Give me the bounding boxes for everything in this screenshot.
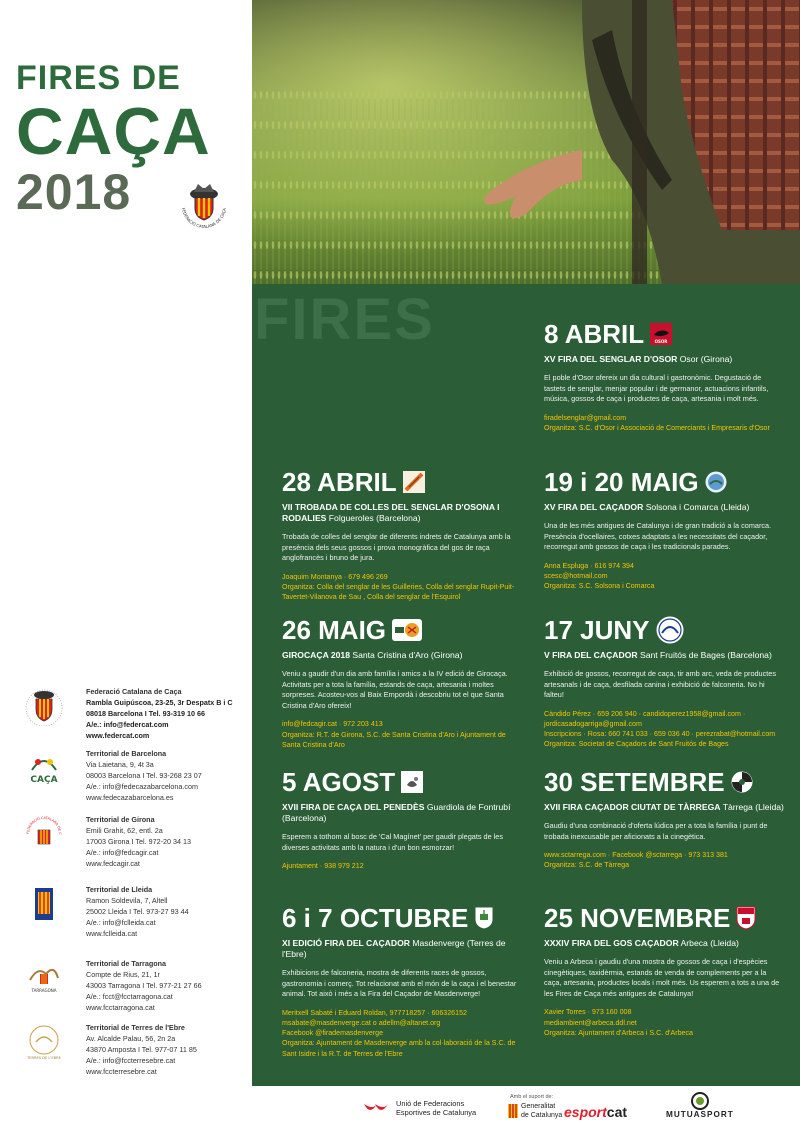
- event-contact[interactable]: Càndido Pérez · 659 206 940 · candidoperez1958@gmail.com · jordicasadogarriga@gmail.com: [544, 709, 746, 728]
- generalitat-line-1: Generalitat: [521, 1103, 556, 1110]
- contact-email[interactable]: A/e.: fcct@fcctarragona.cat: [86, 992, 173, 1001]
- contact-web[interactable]: www.fccterresebre.cat: [86, 1067, 157, 1076]
- event-organizer: Organitza: S.C. d'Osor i Associació de Comerciants i Empresaris d'Osor: [544, 423, 770, 432]
- event-contact[interactable]: Inscripcions · Rosa: 660 741 033 · 659 036 40 · perezrabat@hotmail.com: [544, 730, 776, 739]
- event-card: [282, 616, 518, 750]
- boar-badge-icon: [403, 471, 425, 493]
- generalitat-line-2: de Catalunya: [521, 1112, 563, 1119]
- event-description: Una de les més antigues de Catalunya i de gran tradició a la comarca. Presència d'ocellaires, cotxes adaptats a les necessitats del caçador, recorregut amb gossos de caça i les tradicionals parades.: [544, 521, 772, 552]
- event-card: [282, 904, 518, 1059]
- events-panel: [252, 284, 800, 1086]
- contact-web[interactable]: www.federcat.com: [86, 731, 150, 740]
- contact-email[interactable]: A/e.: info@federcat.com: [86, 720, 169, 729]
- event-card: [544, 616, 784, 750]
- event-edition: XI EDICIÓ FIRA DEL CAÇADOR: [282, 938, 410, 948]
- title-line-2: CAÇA: [16, 94, 211, 168]
- federacio-crest-icon: [24, 686, 64, 726]
- support-note: Amb el suport de:: [510, 1094, 554, 1100]
- territorial-barcelona-logo-icon: [24, 748, 64, 788]
- svg-text:TARRAGONA: TARRAGONA: [31, 988, 57, 993]
- girocaca-badge-icon: [392, 619, 422, 641]
- svg-text:CAÇA: CAÇA: [30, 775, 58, 785]
- event-contact[interactable]: msabate@masdenverge.cat o adellm@altanet.org: [282, 1018, 441, 1027]
- contact-web[interactable]: www.fclleida.cat: [86, 929, 138, 938]
- event-contact[interactable]: scesc@hotmail.com: [544, 571, 608, 580]
- contact-web[interactable]: www.fedcagir.cat: [86, 859, 140, 868]
- svg-text:FEDERACIÓ CATALANA DE CAÇA: FEDERACIÓ CATALANA DE C: [25, 815, 63, 835]
- event-contact[interactable]: mediambient@arbeca.ddl.net: [544, 1018, 637, 1027]
- event-date: 5 AGOST: [282, 767, 396, 797]
- event-description: Veniu a gaudir d'un dia amb família i amics a la IV edició de Girocaça. Activitats per a tota la família, estands de caça, artesania i moltes sorpreses. Acosteu-vos al Baix Empordà i descobriu tot el que Santa Cristina d'Aro ofereix!: [282, 669, 508, 710]
- contact-city-phone: 25002 Lleida I Tel. 973-27 93 44: [86, 907, 189, 916]
- event-contact[interactable]: Meritxell Sabaté i Eduard Roldan, 977718257 · 606326152: [282, 1008, 467, 1017]
- contact-city-phone: 08003 Barcelona I Tel. 93-268 23 07: [86, 771, 202, 780]
- sponsors-footer: [252, 1086, 800, 1131]
- event-edition: XV FIRA DEL CAÇADOR: [544, 502, 644, 512]
- contact-name: Territorial de Tarragona: [86, 959, 167, 968]
- event-organizer: Organitza: Ajuntament d'Arbeca i S.C. d'Arbeca: [544, 1028, 693, 1037]
- event-contact[interactable]: Ajuntament · 938 979 212: [282, 862, 364, 871]
- event-edition: VII TROBADA DE COLLES DEL SENGLAR D'OSONA I RODALIES: [282, 502, 500, 523]
- event-place: Arbeca (Lleida): [680, 938, 739, 948]
- event-organizer: Organitza: Ajuntament de Masdenverge amb la col·laboració de la S.C. de Sant Isidre i la R.T. de Terres de l'Ebre: [282, 1039, 516, 1058]
- event-date: 19 i 20 MAIG: [544, 467, 699, 497]
- event-card: [282, 768, 518, 871]
- contact-city-phone: 08018 Barcelona I Tel. 93-319 10 66: [86, 709, 205, 718]
- event-organizer: Organitza: R.T. de Girona, S.C. de Santa Cristina d'Aro i Ajuntament de Santa Cristina d'Aro: [282, 730, 506, 749]
- tarrega-badge-icon: [731, 771, 753, 793]
- event-contact[interactable]: Joaquim Montanya · 679 496 269: [282, 572, 388, 581]
- event-edition: XXXIV FIRA DEL GOS CAÇADOR: [544, 938, 679, 948]
- event-organizer: Organitza: S.C. Solsona i Comarca: [544, 582, 655, 591]
- contact-email[interactable]: A/e.: info@fccterresebre.cat: [86, 1056, 176, 1065]
- event-date: 28 ABRIL: [282, 467, 397, 497]
- contact-name: Territorial de Barcelona: [86, 749, 167, 758]
- mutuasport-sponsor: [666, 1092, 734, 1119]
- ufec-line-1: Unió de Federacions: [396, 1099, 465, 1108]
- event-date: 25 NOVEMBRE: [544, 903, 731, 933]
- contact-address: Av. Alcalde Palau, 56, 2n 2a: [86, 1034, 176, 1043]
- contact-name: Territorial de Girona: [86, 815, 155, 824]
- contact-city-phone: 43870 Amposta I Tel. 977-07 11 85: [86, 1045, 197, 1054]
- contact-address: Ramon Soldevila, 7, Altell: [86, 896, 168, 905]
- territorial-girona-logo-icon: [24, 814, 64, 854]
- event-place: Guardiola de Fontrubí (Barcelona): [282, 802, 511, 823]
- contact-email[interactable]: A/e.: info@fclleida.cat: [86, 918, 156, 927]
- ufec-sponsor: [362, 1098, 476, 1118]
- event-edition: XVII FIRA DE CAÇA DEL PENEDÈS: [282, 802, 425, 812]
- contact-email[interactable]: A/e.: info@fedcagir.cat: [86, 848, 159, 857]
- contact-address: Via Laietana, 9, 4t 3a: [86, 760, 154, 769]
- contact-name: Territorial de Terres de l'Ebre: [86, 1023, 185, 1032]
- event-place: Osor (Girona): [679, 354, 733, 364]
- penedes-badge-icon: [401, 771, 423, 793]
- sant-fruitos-badge-icon: [656, 616, 684, 644]
- contact-address: Compte de Rius, 21, 1r: [86, 970, 160, 979]
- svg-text:FEDERACIÓ CATALANA DE CAÇA: FEDERACIÓ CATALANA DE CAÇA: [181, 207, 227, 230]
- event-contact[interactable]: Anna Espluga · 616 974 394: [544, 561, 634, 570]
- contact-web[interactable]: www.fcctarragona.cat: [86, 1003, 155, 1012]
- contact-city-phone: 43003 Tarragona I Tel. 977-21 27 66: [86, 981, 202, 990]
- event-card: [544, 468, 784, 591]
- title-year: 2018: [16, 164, 132, 220]
- territorial-lleida-logo-icon: [24, 884, 64, 924]
- event-description: El poble d'Osor ofereix un dia cultural i gastronòmic. Degustació de tastets de senglar, menjar popular i de germanor, actuacions infantils, música, gossos de caça i productes de caça, artesania i molt més.: [544, 373, 769, 404]
- event-description: Veniu a Arbeca i gaudiu d'una mostra de gossos de caça i d'espècies cinegètiques, taxidèrmia, estands de venda de complements per a la caça, artesania, productes locals i molt més. Us esperem a tots a una de les Fires de Caça més antigues de Catalunya!: [544, 957, 780, 998]
- event-contact[interactable]: info@fedcagir.cat · 972 203 413: [282, 720, 383, 729]
- event-card: [282, 468, 518, 602]
- ufec-logo-icon: [362, 1098, 392, 1118]
- event-contact[interactable]: Facebook @firademasdenverge: [282, 1029, 384, 1038]
- event-contact[interactable]: Xavier Torres · 973 160 008: [544, 1008, 632, 1017]
- event-description: Exhibicions de falconeria, mostra de diferents races de gossos, gastronomia i comerç. Tot relacionat amb el món de la caça i el benestar animal. Tot això i més a la Fira del Caçador de Masdenverge!: [282, 968, 517, 999]
- event-card: [544, 320, 784, 433]
- contact-city-phone: 17003 Girona I Tel. 972-20 34 13: [86, 837, 191, 846]
- hero-photo-wheat-field: [252, 0, 800, 284]
- solsona-badge-icon: [705, 471, 727, 493]
- contact-web[interactable]: www.fedecazabarcelona.es: [86, 793, 174, 802]
- svg-text:TERRES DE L'EBRE: TERRES DE L'EBRE: [27, 1056, 61, 1060]
- esportcat-sponsor: [564, 1104, 627, 1120]
- event-edition: GIROCAÇA 2018: [282, 650, 350, 660]
- event-edition: XVII FIRA CAÇADOR CIUTAT DE TÀRREGA: [544, 802, 721, 812]
- event-date: 26 MAIG: [282, 615, 387, 645]
- event-place: Tàrrega (Lleida): [722, 802, 784, 812]
- fires-watermark: FIRES: [254, 287, 435, 352]
- event-place: Solsona i Comarca (Lleida): [645, 502, 750, 512]
- event-description: Exhibició de gossos, recorregut de caça, tir amb arc, veda de productes artesanals i de caça, desfilada canina i exhibició de falconeria. No hi falteu!: [544, 669, 777, 700]
- title-line-1: FIRES DE: [16, 59, 181, 97]
- event-place: Folgueroles (Barcelona): [328, 513, 421, 523]
- osor-badge-icon: [650, 323, 672, 345]
- arbeca-shield-icon: [736, 906, 756, 930]
- ufec-line-2: Esportives de Catalunya: [396, 1108, 477, 1117]
- contact-name: Territorial de Lleida: [86, 885, 153, 894]
- event-date: 30 SETEMBRE: [544, 767, 725, 797]
- event-date: 17 JUNY: [544, 615, 650, 645]
- event-card: [544, 768, 784, 871]
- event-description: Esperem a tothom al bosc de 'Cal Magínet' per gaudir plegats de les diverses activitats amb la natura i d'un bon esmorzar!: [282, 832, 504, 852]
- event-edition: V FIRA DEL CAÇADOR: [544, 650, 638, 660]
- territorial-tarragona-logo-icon: [24, 958, 64, 998]
- event-description: Trobada de colles del senglar de diferents indrets de Catalunya amb la presència dels seus gossos i prova monogràfica del gos de raça anglofrancès i bruno de jura.: [282, 532, 511, 563]
- territorial-terres-ebre-logo-icon: [24, 1022, 64, 1062]
- mutuasport-logo-icon: [691, 1092, 709, 1110]
- mutuasport-label: MUTUASPORT: [666, 1110, 734, 1119]
- esportcat-logo: esportcat: [564, 1104, 628, 1120]
- contact-email[interactable]: A/e.: info@fedecazabarcelona.com: [86, 782, 198, 791]
- event-organizer: Organitza: Societat de Caçadors de Sant Fruitós de Bages: [544, 740, 729, 749]
- event-place: Santa Cristina d'Aro (Girona): [352, 650, 463, 660]
- masdenverge-shield-icon: [474, 906, 494, 930]
- event-place: Masdenverge (Terres de l'Ebre): [282, 938, 506, 959]
- generalitat-sponsor: [508, 1102, 562, 1120]
- svg-text:OSOR: OSOR: [654, 339, 668, 344]
- contact-address: Rambla Guipúscoa, 23-25, 3r Despatx B i C: [86, 698, 233, 707]
- event-description: Gaudiu d'una combinació d'oferta lúdica per a tota la família i punt de trobada inexcusable per aficionats a la cinegètica.: [544, 821, 768, 841]
- contact-name: Federació Catalana de Caça: [86, 687, 182, 696]
- federacio-crest-icon: [176, 176, 232, 232]
- generalitat-logo-icon: [508, 1104, 518, 1118]
- event-contact[interactable]: www.sctarrega.com · Facebook @sctarrega · 973 313 381: [544, 851, 728, 860]
- event-contact[interactable]: firadelsenglar@gmail.com: [544, 413, 627, 422]
- event-date: 8 ABRIL: [544, 319, 645, 349]
- event-edition: XV FIRA DEL SENGLAR D'OSOR: [544, 354, 678, 364]
- event-date: 6 i 7 OCTUBRE: [282, 903, 469, 933]
- event-organizer: Organitza: S.C. de Tàrrega: [544, 861, 630, 870]
- contact-address: Emili Grahit, 62, entl. 2a: [86, 826, 163, 835]
- event-card: [544, 904, 784, 1038]
- event-organizer: Organitza: Colla del senglar de les Guilleries, Colla del senglar Rupit-Puit-Tavertet-Vilanova de Sau , Colla del senglar de l'Esquirol: [282, 582, 515, 602]
- event-place: Sant Fruitós de Bages (Barcelona): [639, 650, 772, 660]
